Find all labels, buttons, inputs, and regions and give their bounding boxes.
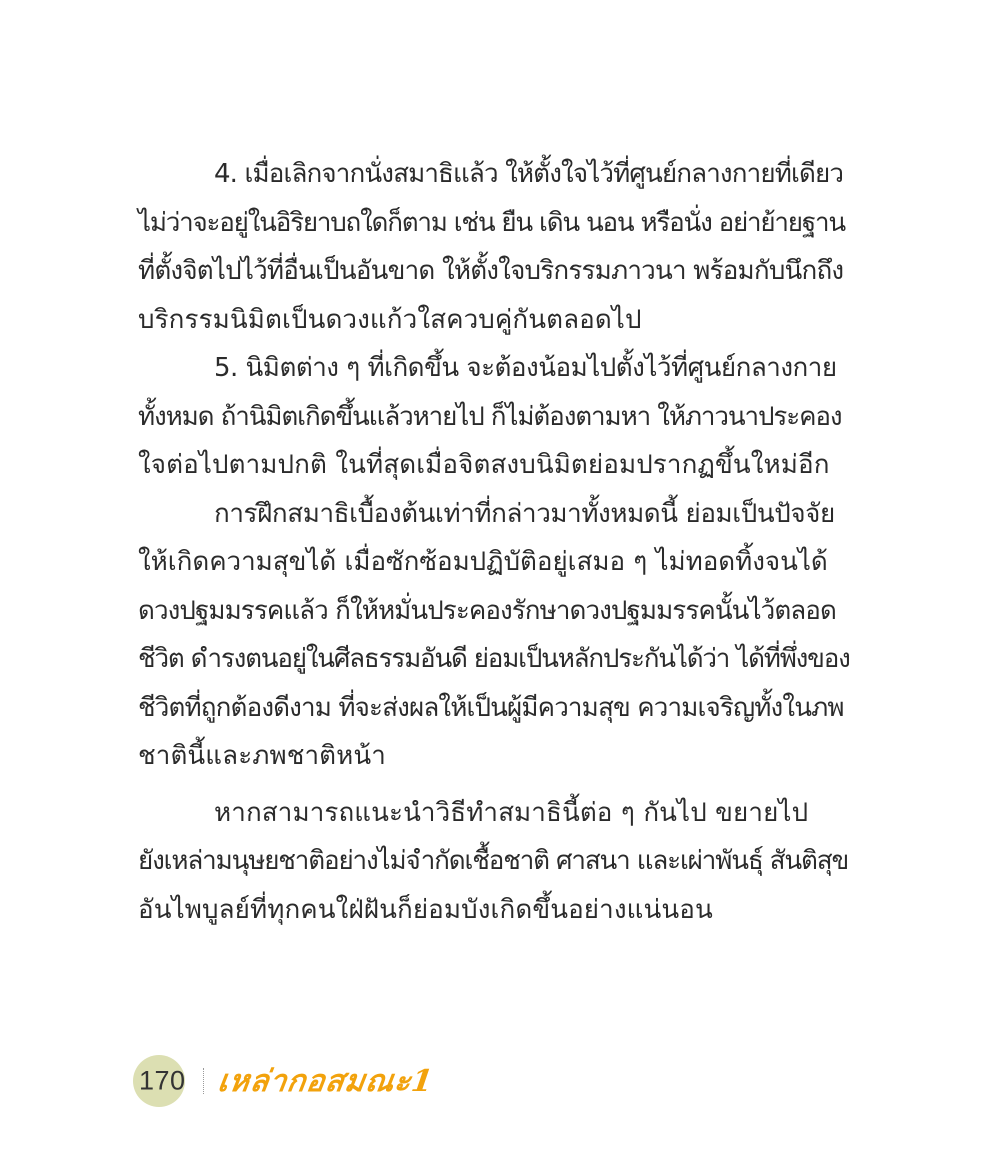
text-line: ดวงปฐมมรรคแล้ว ก็ให้หมั่นประคองรักษาดวงปฐมมรรคนั้นไว้ตลอด bbox=[138, 595, 836, 626]
text-line: หากสามารถแนะนำวิธีทำสมาธินี้ต่อ ๆ กันไป ขยายไป bbox=[214, 797, 809, 828]
page-number-badge bbox=[133, 1055, 185, 1107]
text-line: ชีวิตที่ถูกต้องดีงาม ที่จะส่งผลให้เป็นผู้มีความสุข ความเจริญทั้งในภพ bbox=[138, 692, 844, 723]
text-line: 5. นิมิตต่าง ๆ ที่เกิดขึ้น จะต้องน้อมไปตั้งไว้ที่ศูนย์กลางกาย bbox=[214, 353, 837, 383]
book-title: เหล่ากอสมณะ1 bbox=[215, 1063, 436, 1099]
footer-divider bbox=[203, 1068, 204, 1094]
paragraph-closing bbox=[138, 789, 849, 935]
page-footer bbox=[133, 1055, 436, 1107]
text-line: ชีวิต ดำรงตนอยู่ในศีลธรรมอันดี ย่อมเป็นหลักประกันได้ว่า ได้ที่พึ่งของ bbox=[138, 644, 850, 674]
paragraph-item-5 bbox=[138, 344, 842, 490]
paragraph-item-4 bbox=[138, 150, 845, 344]
text-line: บริกรรมนิมิตเป็นดวงแก้วใสควบคู่กันตลอดไป bbox=[138, 304, 642, 335]
page-number: 170 bbox=[139, 1065, 186, 1096]
text-line: ที่ตั้งจิตไปไว้ที่อื่นเป็นอันขาด ให้ตั้งใจบริกรรมภาวนา พร้อมกับนึกถึง bbox=[138, 256, 844, 286]
text-line: อันไพบูลย์ที่ทุกคนใฝ่ฝันก็ย่อมบังเกิดขึ้นอย่างแน่นอน bbox=[138, 894, 713, 925]
body-text bbox=[138, 150, 850, 934]
text-line: ยังเหล่ามนุษยชาติอย่างไม่จำกัดเชื้อชาติ ศาสนา และเผ่าพันธุ์ สันติสุข bbox=[138, 846, 849, 876]
text-line: ทั้งหมด ถ้านิมิตเกิดขึ้นแล้วหายไป ก็ไม่ต้องตามหา ให้ภาวนาประคอง bbox=[138, 401, 842, 432]
paragraph-summary bbox=[138, 490, 850, 781]
text-line: การฝึกสมาธิเบื้องต้นเท่าที่กล่าวมาทั้งหมดนี้ ย่อมเป็นปัจจัย bbox=[214, 498, 835, 529]
text-line: ไม่ว่าจะอยู่ในอิริยาบถใดก็ตาม เช่น ยืน เดิน นอน หรือนั่ง อย่าย้ายฐาน bbox=[138, 207, 845, 238]
text-line: ให้เกิดความสุขได้ เมื่อซักซ้อมปฏิบัติอยู่เสมอ ๆ ไม่ทอดทิ้งจนได้ bbox=[138, 547, 828, 577]
text-line: 4. เมื่อเลิกจากนั่งสมาธิแล้ว ให้ตั้งใจไว้ที่ศูนย์กลางกายที่เดียว bbox=[214, 159, 844, 189]
text-line: ชาตินี้และภพชาติหน้า bbox=[138, 741, 386, 771]
text-line: ใจต่อไปตามปกติ ในที่สุดเมื่อจิตสงบนิมิตย่อมปรากฏขึ้นใหม่อีก bbox=[138, 450, 830, 480]
